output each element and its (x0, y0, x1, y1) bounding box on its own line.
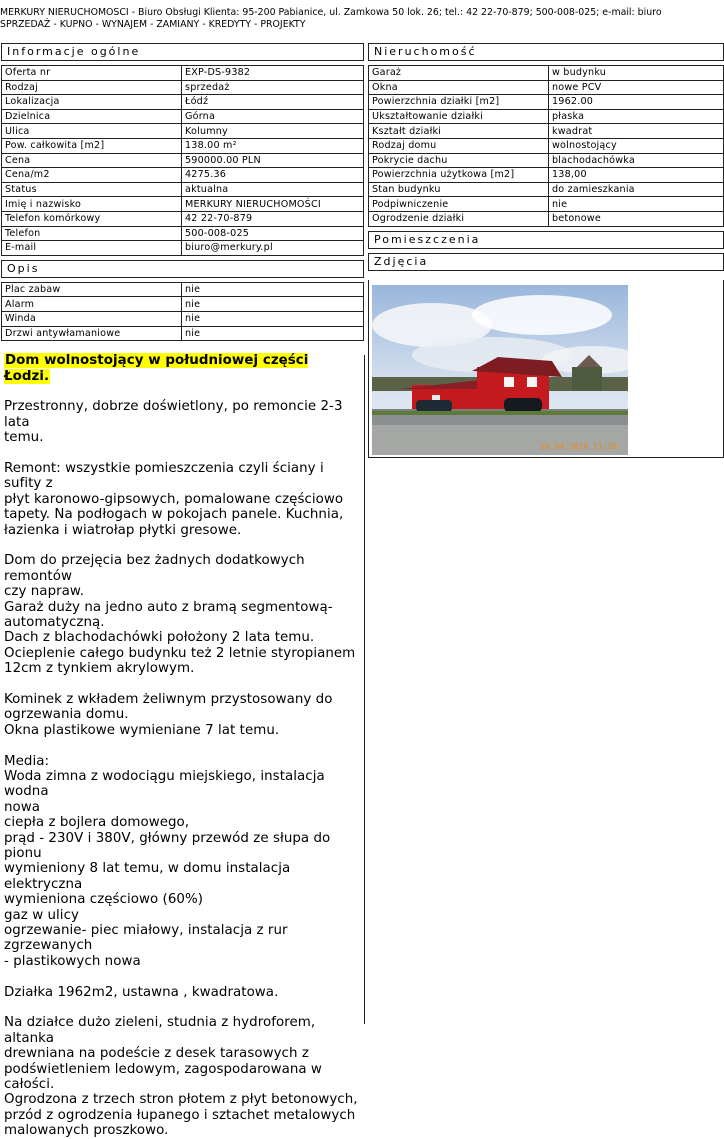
property-row-label: Podpiwniczenie (369, 197, 549, 212)
property-row (369, 66, 724, 81)
description-line: malowanych proszkowo. (4, 1123, 169, 1139)
property-row-label: Kształt działki (369, 124, 549, 139)
description-line: tapety. Na podłogach w pokojach panele. Kuchnia, (4, 507, 344, 523)
description-line (4, 384, 359, 399)
property-row (369, 109, 724, 124)
info-row-value: 4275.36 (182, 168, 364, 183)
description-line: - plastikowych nowa (4, 953, 141, 969)
property-row-label: Rodzaj domu (369, 138, 549, 153)
description-line: Kominek z wkładem żeliwnym przystosowany do (4, 691, 333, 707)
description-line: Przestronny, dobrze doświetlony, po remoncie 2-3 lata (4, 399, 343, 430)
description-line: płyt karonowo-gipsowych, pomalowane częściowo (4, 491, 344, 507)
property-row (369, 153, 724, 168)
description-line: łazienka i wiatrołap płytki gresowe. (4, 522, 242, 538)
opis-row (2, 297, 364, 312)
property-row-value: wolnostojący (549, 138, 724, 153)
house-photo[interactable] (372, 285, 628, 455)
info-row-value: Łódź (182, 95, 364, 110)
info-row (2, 168, 364, 183)
property-row-value: do zamieszkania (549, 182, 724, 197)
opis-row-value: nie (182, 326, 364, 341)
description-line: czy napraw. (4, 584, 85, 600)
section-rooms-title: Pomieszczenia (368, 231, 724, 249)
description-line: nowa (4, 799, 41, 815)
description-line: wymieniony 8 lat temu, w domu instalacja elektryczna (4, 861, 291, 892)
opis-row (2, 282, 364, 297)
property-row-label: Garaż (369, 66, 549, 81)
property-row-value: w budynku (549, 66, 724, 81)
info-row-label: Ulica (2, 124, 182, 139)
page-header (0, 7, 724, 31)
property-table (368, 65, 724, 227)
property-row (369, 182, 724, 197)
property-row-label: Ogrodzenie działki (369, 211, 549, 226)
info-row (2, 211, 364, 226)
description-line: Woda zimna z wodociągu miejskiego, instalacja wodna (4, 768, 325, 800)
description-line: Dach z blachodachówki położony 2 lata temu. (4, 630, 315, 646)
info-row-value: Kolumny (182, 124, 364, 139)
info-row (2, 197, 364, 212)
description-line: podświetleniem ledowym, zagospodarowana w całości. (4, 1061, 322, 1093)
column-divider (364, 355, 365, 1024)
opis-row (2, 311, 364, 326)
description-line: Ogrodzona z trzech stron płotem z płyt betonowych, (4, 1092, 358, 1108)
opis-row-label: Plac zabaw (2, 282, 182, 297)
header-contact-line: MERKURY NIERUCHOMOŚCI - Biuro Obsługi Klienta: 95-200 Pabianice, ul. Zamkowa 50 lok. 26; tel.: 42 22-70-879; 500-008-025; e-mail: biuro (0, 7, 662, 18)
opis-row-label: Alarm (2, 297, 182, 312)
info-row-value: sprzedaż (182, 80, 364, 95)
property-row (369, 211, 724, 226)
info-row-value: 138.00 m² (182, 138, 364, 153)
property-row-value: płaska (549, 109, 724, 124)
info-row-value: aktualna (182, 182, 364, 197)
info-row-value: EXP-DS-9382 (182, 66, 364, 81)
info-row (2, 226, 364, 241)
description-line: Ocieplenie całego budynku też 2 letnie styropianem (4, 645, 356, 661)
description-line: ogrzewania domu. (4, 707, 129, 723)
description-line: ciepła z bojlera domowego, (4, 815, 190, 831)
info-row-label: E-mail (2, 241, 182, 256)
description-line: Media: (4, 753, 50, 769)
description-headline: Dom wolnostojący w południowej części Łodzi. (4, 353, 309, 384)
opis-row-value: nie (182, 311, 364, 326)
property-row-value: nowe PCV (549, 80, 724, 95)
info-row (2, 124, 364, 139)
info-row (2, 95, 364, 110)
description-line (4, 677, 359, 692)
info-row (2, 241, 364, 256)
property-row (369, 95, 724, 110)
info-row-value: MERKURY NIERUCHOMOŚCI (182, 197, 364, 212)
info-row (2, 182, 364, 197)
info-table (1, 65, 364, 256)
property-row-value: blachodachówka (549, 153, 724, 168)
property-row (369, 138, 724, 153)
opis-table (1, 282, 364, 341)
section-photos-title: Zdjęcia (368, 253, 724, 271)
info-row-value: biuro@merkury.pl (182, 241, 364, 256)
property-row-value: nie (549, 197, 724, 212)
info-row-label: Rodzaj (2, 80, 182, 95)
description-line: Na działce dużo zieleni, studnia z hydroforem, altanka (4, 1015, 316, 1046)
info-row (2, 138, 364, 153)
info-row (2, 153, 364, 168)
right-column (368, 43, 724, 271)
description-line: drewniana na podeście z desek tarasowych z (4, 1046, 309, 1062)
description-line (4, 446, 359, 461)
property-row (369, 168, 724, 183)
description-line: gaz w ulicy (4, 907, 79, 923)
info-row-value: 42 22-70-879 (182, 211, 364, 226)
info-row-value: 590000.00 PLN (182, 153, 364, 168)
property-row-label: Powierzchnia użytkowa [m2] (369, 168, 549, 183)
description-line: 12cm z tynkiem akrylowym. (4, 661, 195, 677)
opis-row-value: nie (182, 297, 364, 312)
opis-row-value: nie (182, 282, 364, 297)
property-row-label: Powierzchnia działki [m2] (369, 95, 549, 110)
header-services-line: SPRZEDAŻ - KUPNO - WYNAJEM - ZAMIANY - KREDYTY - PROJEKTY (0, 19, 306, 30)
info-row-label: Status (2, 182, 182, 197)
info-row-label: Dzielnica (2, 109, 182, 124)
description-line (4, 538, 359, 553)
description-line: wymieniona częściowo (60%) (4, 892, 204, 908)
property-row-value: kwadrat (549, 124, 724, 139)
info-row (2, 109, 364, 124)
description-line (4, 969, 359, 984)
description-line: Działka 1962m2, ustawna , kwadratowa. (4, 984, 279, 1000)
info-row-label: Telefon (2, 226, 182, 241)
info-row (2, 80, 364, 95)
info-row-label: Oferta nr (2, 66, 182, 81)
property-row (369, 80, 724, 95)
property-row-label: Okna (369, 80, 549, 95)
property-row (369, 124, 724, 139)
property-row-label: Stan budynku (369, 182, 549, 197)
description-line: przód z ogrodzenia łupanego i sztachet metalowych (4, 1107, 356, 1123)
description-line (4, 1000, 359, 1015)
description-line: automatyczną. (4, 614, 105, 630)
opis-row-label: Winda (2, 311, 182, 326)
section-opis-title: Opis (1, 260, 364, 278)
opis-row-label: Drzwi antywłamaniowe (2, 326, 182, 341)
info-row-label: Imię i nazwisko (2, 197, 182, 212)
info-row-value: Górna (182, 109, 364, 124)
property-row (369, 197, 724, 212)
section-property-title: Nieruchomość (368, 43, 724, 61)
property-row-value: 1962.00 (549, 95, 724, 110)
description-line: Okna plastikowe wymieniane 7 lat temu. (4, 722, 280, 738)
property-row-label: Ukształtowanie działki (369, 109, 549, 124)
description (1, 353, 359, 1139)
property-row-value: betonowe (549, 211, 724, 226)
property-row-label: Pokrycie dachu (369, 153, 549, 168)
info-row-value: 500-008-025 (182, 226, 364, 241)
info-row-label: Cena (2, 153, 182, 168)
photo-frame (368, 280, 724, 458)
info-row-label: Pow. całkowita [m2] (2, 138, 182, 153)
info-row-label: Cena/m2 (2, 168, 182, 183)
info-row-label: Lokalizacja (2, 95, 182, 110)
left-column (1, 43, 364, 1139)
description-line: Remont: wszystkie pomieszczenia czyli ściany i sufity z (4, 460, 324, 492)
info-row-label: Telefon komórkowy (2, 211, 182, 226)
opis-row (2, 326, 364, 341)
description-line (4, 738, 359, 753)
description-line: ogrzewanie- piec miałowy, instalacja z rur zgrzewanych (4, 923, 288, 954)
section-info-title: Informacje ogólne (1, 43, 364, 61)
description-line: prąd - 230V i 380V, główny przewód ze słupa do pionu (4, 830, 331, 862)
description-line: Dom do przejęcia bez żadnych dodatkowych remontów (4, 553, 305, 584)
description-line: temu. (4, 430, 44, 446)
info-row (2, 66, 364, 81)
description-line: Garaż duży na jedno auto z bramą segmentową- (4, 599, 333, 615)
photo-timestamp: 18.04.2016 11:10 (540, 442, 618, 451)
property-row-value: 138,00 (549, 168, 724, 183)
